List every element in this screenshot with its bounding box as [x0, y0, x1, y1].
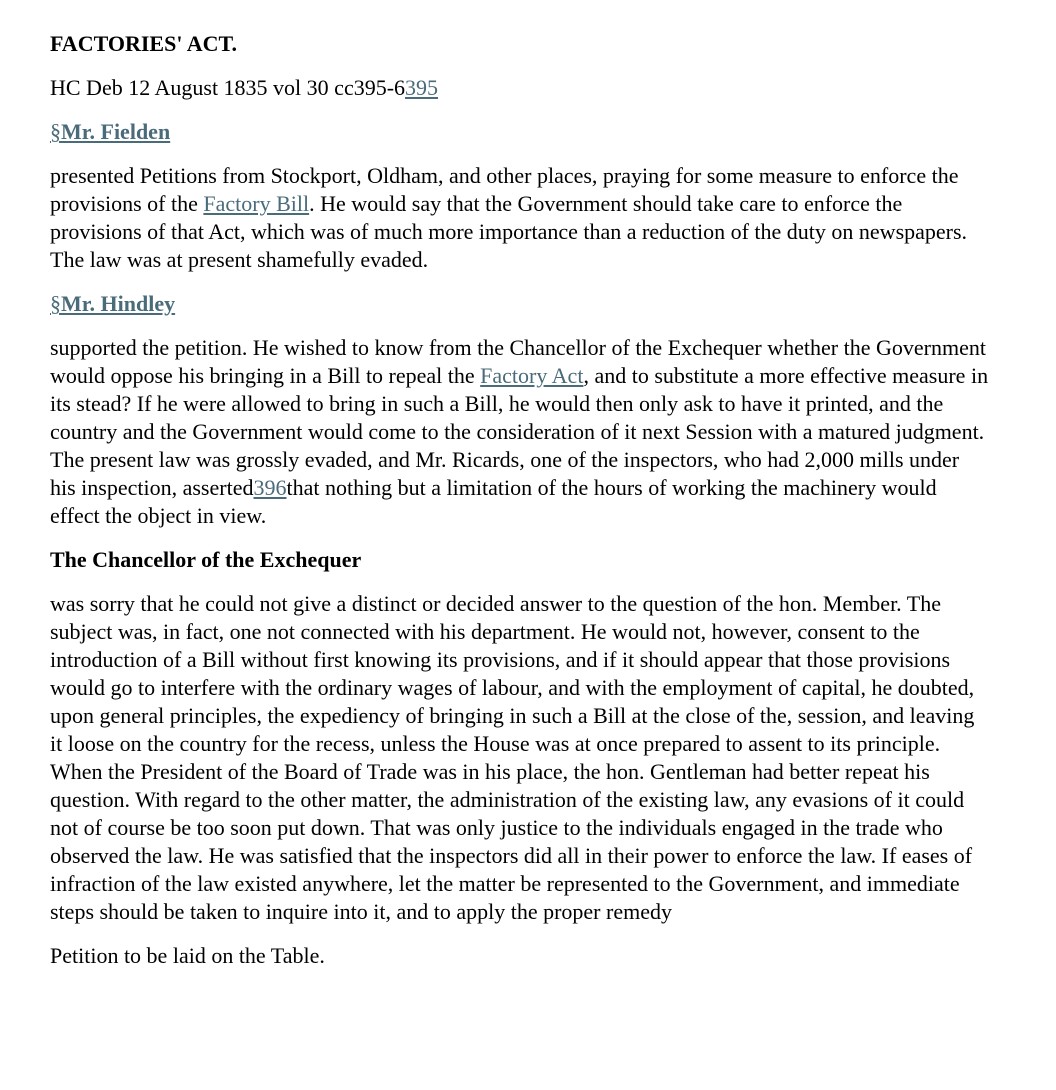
speech-fielden [50, 162, 990, 274]
factory-bill-link[interactable]: Factory Bill [203, 191, 310, 216]
column-link-396[interactable]: 396 [253, 475, 287, 500]
closing-note: Petition to be laid on the Table. [50, 943, 325, 968]
speech-text: supported the petition. He wished to know from the Chancellor of the Exchequer whether the Government would oppose his bringing in a Bill to repeal the [50, 335, 986, 388]
speaker-heading-hindley [50, 290, 1006, 318]
section-mark: § [50, 291, 61, 316]
speaker-link-hindley[interactable] [50, 291, 175, 316]
speaker-link-fielden[interactable] [50, 119, 170, 144]
factory-act-link[interactable]: Factory Act [480, 363, 584, 388]
speech-chancellor: was sorry that he could not give a distinct or decided answer to the question of the hon. Member. The subject was, in fact, one not connected with his department. He would not, however, consent to the introduction of a Bill without first knowing its provisions, and if it should appear that those provisions would go to interfere with the ordinary wages of labour, and with the employment of capital, he doubted, upon general principles, the expediency of bringing in such a Bill at the close of the, session, and leaving it loose on the country for the recess, unless the House was at once prepared to assent to its principle. When the President of the Board of Trade was in his place, the hon. Gentleman had better repeat his question. With regard to the other matter, the administration of the existing law, any evasions of it could not of course be too soon put down. That was only justice to the individuals engaged in the trade who observed the law. He was satisfied that the inspectors did all in their power to enforce the law. If eases of infraction of the law existed anywhere, let the matter be represented to the Government, and immediate steps should be taken to inquire into it, and to apply the proper remedy [50, 591, 975, 924]
speech-text: , and to substitute a more effective measure in its stead? If he were allowed to bring in such a Bill, he would then only ask to have it printed, and the country and the Government would come to the consideration of it next Session with a matured judgment. The present law was grossly evaded, and Mr. Ricards, one of the inspectors, who had 2,000 mills under his inspection, asserted [50, 363, 989, 500]
page-title: FACTORIES' ACT. [50, 31, 238, 56]
speaker-heading-fielden [50, 118, 1006, 146]
speech-text: presented Petitions from Stockport, Oldham, and other places, praying for some measure to enforce the provisions of the [50, 163, 959, 216]
speech-hindley [50, 334, 990, 530]
citation-text: HC Deb 12 August 1835 vol 30 cc395-6 [50, 75, 406, 100]
citation [50, 74, 1006, 102]
speaker-name: Mr. Fielden [61, 119, 171, 144]
column-link-395[interactable]: 395 [405, 75, 439, 100]
speaker-name: Mr. Hindley [61, 291, 176, 316]
speech-text: that nothing but a limitation of the hours of working the machinery would effect the object in view. [50, 475, 937, 528]
section-mark: § [50, 119, 61, 144]
speaker-heading-chancellor: The Chancellor of the Exchequer [50, 547, 362, 572]
speech-text: . He would say that the Government should take care to enforce the provisions of that Act, which was of much more importance than a reduction of the duty on newspapers. The law was at present shamefully evaded. [50, 191, 968, 272]
